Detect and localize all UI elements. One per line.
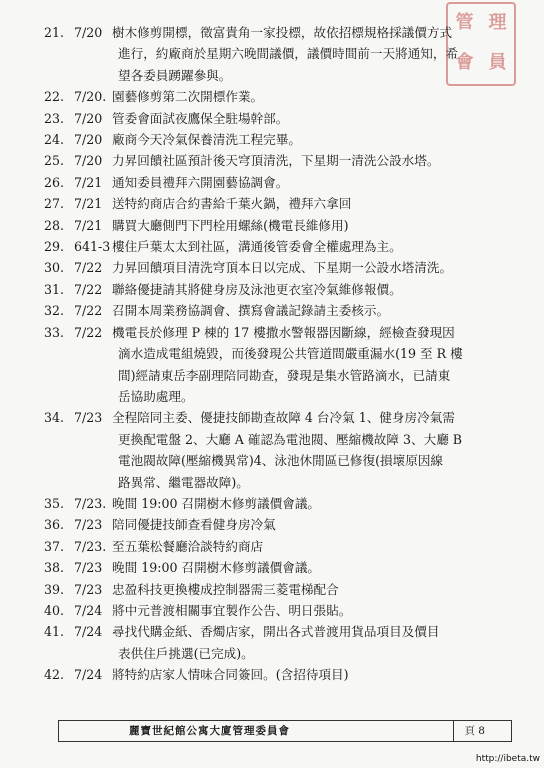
item-date: 7/24 <box>74 624 103 640</box>
item-text-line: 路異常、繼電器故障)。 <box>118 474 249 490</box>
item-date: 7/23. <box>74 495 107 511</box>
item-date: 7/20 <box>74 110 103 126</box>
item-date: 7/21 <box>74 217 103 233</box>
item-text <box>112 236 512 257</box>
item-date: 641-3 <box>74 239 111 255</box>
item-text <box>112 129 512 150</box>
item-text-line: 樓住戶葉太太到社區，溝通後管委會全權處理為主。 <box>112 239 402 255</box>
list-item <box>0 536 544 557</box>
item-date: 7/20. <box>74 89 107 105</box>
item-text-line: 至五葉松餐廳洽談特約商店 <box>112 538 264 554</box>
item-text <box>112 493 512 514</box>
item-text <box>112 215 512 236</box>
item-number: 37. <box>44 538 65 554</box>
list-item <box>0 300 544 321</box>
item-text <box>112 557 512 578</box>
item-text <box>112 407 512 493</box>
item-number: 25. <box>44 153 65 169</box>
item-number: 31. <box>44 281 65 297</box>
list-item <box>0 621 544 664</box>
item-text-line: 滴水造成電組燒毀，而後發現公共管道間嚴重漏水(19 至 R 樓 <box>118 346 463 362</box>
list-item <box>0 22 544 86</box>
footer-organization: 麗寶世紀館公寓大廈管理委員會 <box>129 725 290 737</box>
item-text <box>112 150 512 171</box>
item-text <box>112 664 512 685</box>
item-text <box>112 579 512 600</box>
item-number: 26. <box>44 174 65 190</box>
item-number: 38. <box>44 560 65 576</box>
item-text-line: 將特約店家人情味合同簽回。(含招待項目) <box>112 667 349 683</box>
list-item <box>0 86 544 107</box>
list-item <box>0 257 544 278</box>
list-item <box>0 579 544 600</box>
stamp-char: 管 <box>455 12 474 33</box>
item-text-line: 尋找代購金紙、香燭店家，開出各式普渡用貨品項目及價目 <box>112 624 440 640</box>
item-text-line: 購買大廳側門下門栓用螺絲(機電長維修用) <box>112 217 349 233</box>
item-number: 42. <box>44 667 65 683</box>
item-text-line: 管委會面試夜鷹保全駐場幹部。 <box>112 110 289 126</box>
item-text <box>112 172 512 193</box>
list-item <box>0 236 544 257</box>
item-text-line: 力昇回饋社區預計後天穹頂清洗，下星期一清洗公設水塔。 <box>112 153 440 169</box>
item-date: 7/20 <box>74 132 103 148</box>
list-item <box>0 493 544 514</box>
item-text-line: 樹木修剪開標，徵富貴角一家投標，故依招標規格採議價方式 <box>112 25 453 40</box>
item-number: 34. <box>44 410 65 426</box>
watermark-url: http://ibeta.tw <box>475 754 540 764</box>
item-text-line: 晚間 19:00 召開樹木修剪議價會議。 <box>112 495 321 511</box>
item-date: 7/20 <box>74 153 103 169</box>
item-number: 24. <box>44 132 65 148</box>
list-item <box>0 600 544 621</box>
item-date: 7/20 <box>74 25 103 40</box>
item-text-line: 晚間 19:00 召開樹木修剪議價會議。 <box>112 560 321 576</box>
item-text-line: 召開本周業務協調會、撰寫會議記錄請主委核示。 <box>112 303 390 319</box>
item-date: 7/22 <box>74 303 103 319</box>
item-date: 7/21 <box>74 174 103 190</box>
stamp-char: 理 <box>488 12 507 33</box>
item-text-line: 力昇回饋項目清洗穹頂本日以完成、下星期一公設水塔清洗。 <box>112 260 453 276</box>
item-text <box>112 108 512 129</box>
list-item <box>0 557 544 578</box>
item-text <box>112 193 512 214</box>
item-number: 35. <box>44 495 65 511</box>
item-text-line: 陪同優捷技師查看健身房冷氣 <box>112 517 276 533</box>
item-number: 27. <box>44 196 65 212</box>
item-date: 7/21 <box>74 196 103 212</box>
item-number: 23. <box>44 110 65 126</box>
item-number: 32. <box>44 303 65 319</box>
list-item <box>0 172 544 193</box>
item-date: 7/22 <box>74 260 103 276</box>
item-number: 21. <box>44 25 65 40</box>
item-number: 33. <box>44 324 65 340</box>
item-text <box>112 22 512 86</box>
list-item <box>0 108 544 129</box>
item-text-line: 進行，約廠商於星期六晚間議價，議價時間前一天將通知，希 <box>118 46 459 62</box>
list-item <box>0 322 544 408</box>
item-text-line: 間)經請東岳李副理陪同勘查，發現是集水管路滴水，已請東 <box>118 367 451 383</box>
minutes-list <box>0 22 544 686</box>
item-number: 40. <box>44 602 65 618</box>
item-text <box>112 300 512 321</box>
page-number: 頁 8 <box>464 725 485 737</box>
item-text-line: 廠商今天冷氣保養清洗工程完畢。 <box>112 132 301 148</box>
item-text <box>112 257 512 278</box>
item-number: 22. <box>44 89 65 105</box>
item-date: 7/23 <box>74 560 103 576</box>
list-item <box>0 407 544 493</box>
item-date: 7/23 <box>74 581 103 597</box>
item-text <box>112 279 512 300</box>
item-number: 29. <box>44 239 65 255</box>
item-text-line: 將中元普渡相關事宜製作公告、明日張貼。 <box>112 602 352 618</box>
item-number: 28. <box>44 217 65 233</box>
item-text <box>112 86 512 107</box>
item-text-line: 望各委員踴躍參與。 <box>118 67 232 83</box>
item-text-line: 忠盈科技更換樓成控制器需三菱電梯配合 <box>112 581 339 597</box>
item-date: 7/22 <box>74 324 103 340</box>
item-text-line: 聯絡優捷請其將健身房及泳池更衣室冷氣維修報價。 <box>112 281 402 297</box>
item-date: 7/24 <box>74 602 103 618</box>
item-text <box>112 600 512 621</box>
page-footer <box>58 720 512 742</box>
item-text-line: 園藝修剪第二次開標作業。 <box>112 89 264 105</box>
stamp-char: 員 <box>488 52 507 73</box>
list-item <box>0 664 544 685</box>
item-date: 7/23. <box>74 538 107 554</box>
list-item <box>0 215 544 236</box>
list-item <box>0 193 544 214</box>
item-date: 7/24 <box>74 667 103 683</box>
item-date: 7/23 <box>74 517 103 533</box>
item-text <box>112 514 512 535</box>
list-item <box>0 129 544 150</box>
list-item <box>0 150 544 171</box>
item-text-line: 機電長於修理 P 棟的 17 樓撒水警報器因斷線，經檢查發現因 <box>112 324 455 340</box>
footer-divider <box>453 721 454 741</box>
item-text-line: 電池閥故障(壓縮機異常)4、泳池休閒區已修復(損壞原因線 <box>118 453 444 469</box>
item-text <box>112 536 512 557</box>
item-text-line: 全程陪同主委、優捷技師勘查故障 4 台冷氣 1、健身房冷氣需 <box>112 410 455 426</box>
item-text-line: 表供住戶挑選(已完成)。 <box>118 645 254 661</box>
item-number: 30. <box>44 260 65 276</box>
item-text <box>112 322 512 408</box>
item-text-line: 岳協助處理。 <box>118 388 194 404</box>
item-date: 7/22 <box>74 281 103 297</box>
item-text-line: 更換配電盤 2、大廳 A 確認為電池閥、壓縮機故障 3、大廳 B <box>118 431 463 447</box>
item-text-line: 通知委員禮拜六開園藝協調會。 <box>112 174 289 190</box>
item-number: 39. <box>44 581 65 597</box>
item-number: 41. <box>44 624 65 640</box>
list-item <box>0 279 544 300</box>
item-number: 36. <box>44 517 65 533</box>
item-date: 7/23 <box>74 410 103 426</box>
item-text-line: 送特約商店合約書給千葉火鍋，禮拜六拿回 <box>112 196 352 212</box>
stamp-char: 會 <box>455 52 474 73</box>
item-text <box>112 621 512 664</box>
list-item <box>0 514 544 535</box>
